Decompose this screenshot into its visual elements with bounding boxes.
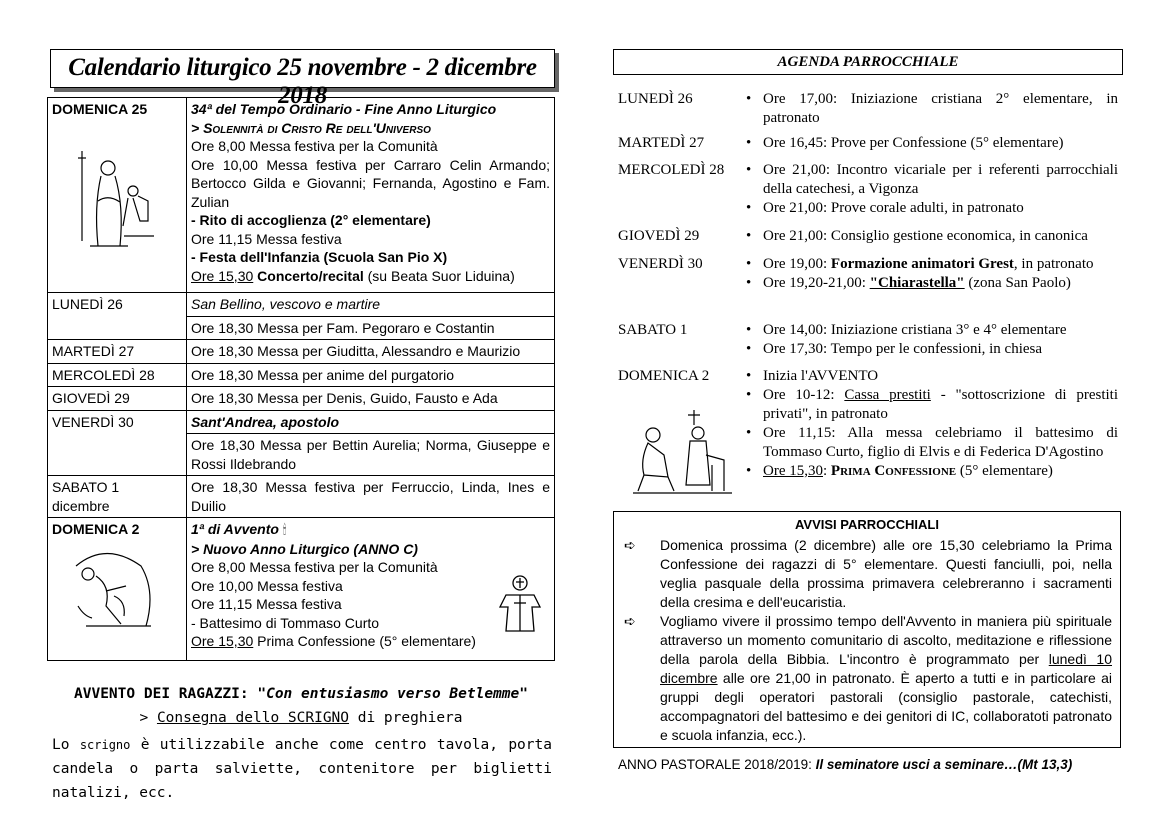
table-row [48, 363, 555, 387]
day-cell [48, 363, 187, 387]
mass-line: Ore 18,30 Messa per anime del purgatorio [187, 363, 555, 387]
day-cell [48, 476, 187, 518]
day-label: SABATO 1 [52, 479, 120, 495]
candle-icon: 🕯 [282, 522, 287, 537]
agenda-item [745, 255, 1118, 274]
arrow-prefix: > [139, 710, 157, 726]
text-part: alle ore 21,00 in patronato. È aperto a tutti e in particolare ai gruppi degli operatori pastorali (consiglio pastorale, catechisti, accompagnatori del battesimo e dei genitori di IC, collaboratoti patronato e scuola infanzia, ecc.). [660, 670, 1112, 743]
day-label: VENERDÌ 30 [52, 413, 134, 430]
notice-item [624, 612, 1112, 747]
arrow-right-icon: ➪ [624, 537, 636, 553]
notice-text: Domenica prossima (2 dicembre) alle ore 15,30 celebriamo la Prima Confessione dei ragazzi di 5° elementare. Questi fanciulli, poi, nella veglia pasquale della prossima primavera celebreranno i sacramenti della cresima e dell'eucaristia. [660, 537, 1112, 610]
new-year-title: > Nuovo Anno Liturgico (ANNO C) [191, 540, 418, 557]
time-label: Ore 15,30 [191, 267, 254, 284]
event-line: - Festa dell'Infanzia (Scuola San Pio X) [191, 249, 448, 265]
baptism-icon [496, 573, 544, 635]
mass-line: Ore 18,30 Messa festiva per Ferruccio, Linda, Ines e Duilio [187, 476, 555, 518]
table-row [48, 340, 555, 364]
advent-kids-line [47, 686, 555, 702]
mass-line: Ore 11,15 Messa festiva [191, 596, 342, 612]
agenda-item [745, 462, 1118, 481]
event-label: Prima Confessione (5° elementare) [257, 633, 476, 649]
advent-illustration [66, 546, 161, 636]
agenda-list [745, 227, 1118, 246]
agenda-list [745, 90, 1118, 128]
text-part: , in patronato [1013, 256, 1094, 272]
day-label: GIOVEDÌ 29 [52, 390, 130, 406]
mass-line: Ore 8,00 Messa festiva per la Comunità [191, 559, 438, 575]
day-cell [48, 518, 187, 661]
agenda-day: MERCOLEDÌ 28 [618, 162, 725, 178]
mass-line: Ore 10,00 Messa festiva per Carraro Celin Armando; Bertocco Gilda e Giovanni; Fernanda, Agostino e Fam. Zulian [191, 156, 550, 210]
advent-line [191, 520, 550, 540]
mass-line: Ore 18,30 Messa per Bettin Aurelia; Norma, Giuseppe e Rossi Ildebrando [191, 437, 550, 472]
agenda-day: LUNEDÌ 26 [618, 91, 693, 107]
arrow-right-icon: ➪ [624, 613, 636, 629]
text-part: Ore 19,20-21,00: [763, 275, 870, 291]
text-part: - "sottoscrizione di prestiti privati", in patronato [763, 387, 1119, 422]
agenda-row [618, 367, 1118, 507]
table-row [48, 476, 555, 518]
agenda-item: • Ore 17,30: Tempo per le confessioni, in chiesa [745, 340, 1118, 359]
agenda-list [745, 161, 1118, 218]
mass-line: Ore 10,00 Messa festiva [191, 577, 343, 594]
agenda-day: VENERDÌ 30 [618, 256, 703, 272]
agenda-list [745, 321, 1118, 359]
mass-line: Ore 18,30 Messa per Fam. Pegoraro e Costantin [191, 319, 495, 336]
concert-line [191, 267, 550, 286]
event-label: Prima Confessione [830, 463, 957, 479]
text-part: Vogliamo vivere il prossimo tempo dell'Avvento in maniera più spirituale attraverso un momento comunitario di ascolto, meditazione e riflessione della parola della Bibbia. L'incontro è programmato per [660, 613, 1112, 667]
day-content [187, 410, 555, 476]
agenda-day: MARTEDÌ 27 [618, 135, 705, 151]
day-content [187, 293, 555, 340]
event-label: "Chiarastella" [869, 275, 965, 291]
notices-box [613, 511, 1121, 748]
footer-motto: Il seminatore usci a seminare…(Mt 13,3) [815, 757, 1073, 772]
day-label: DOMENICA 25 [52, 101, 148, 117]
table-row [48, 98, 555, 293]
day-label: MARTEDÌ 27 [52, 343, 135, 359]
sunday-title: 34ª del Tempo Ordinario - Fine Anno Liturgico [191, 101, 497, 117]
mass-line: Ore 18,30 Messa per Denis, Guido, Fausto e Ada [187, 387, 555, 411]
scrigno-description [52, 733, 552, 805]
agenda-day: GIOVEDÌ 29 [618, 228, 700, 244]
advent-kids-quote: "Con entusiasmo verso Betlemme" [257, 686, 528, 702]
agenda-header [613, 49, 1123, 75]
table-row [48, 410, 555, 476]
mass-line: Ore 11,15 Messa festiva [191, 230, 342, 247]
agenda-item: • Ore 17,00: Iniziazione cristiana 2° elementare, in patronato [745, 90, 1118, 128]
text-part: : [823, 463, 831, 479]
notice-item [624, 536, 1112, 612]
agenda-item: • Inizia l'AVVENTO [745, 367, 1118, 386]
event-label: Cassa prestiti [844, 387, 931, 403]
agenda-item: • Ore 21,00: Incontro vicariale per i referenti parrocchiali della catechesi, a Vigonza [745, 161, 1118, 199]
event-line: - Battesimo di Tommaso Curto [191, 614, 380, 631]
day-content [187, 98, 555, 293]
table-row [48, 518, 555, 661]
day-content [187, 518, 555, 661]
agenda-item: • Ore 21,00: Consiglio gestione economica, in canonica [745, 227, 1118, 246]
page-title: Calendario liturgico 25 novembre - 2 dicembre 2018 [68, 54, 537, 109]
agenda-day: DOMENICA 2 [618, 368, 710, 384]
day-label: LUNEDÌ 26 [52, 296, 123, 312]
day-cell [48, 293, 187, 340]
agenda-item: • Ore 11,15: Alla messa celebriamo il battesimo di Tommaso Curto, figlio di Elvis e di Federica D'Agostino [745, 424, 1118, 462]
event-note: (su Beata Suor Liduina) [367, 267, 515, 284]
advent-kids-label: AVVENTO DEI RAGAZZI: [74, 686, 249, 702]
table-row [48, 387, 555, 411]
text-part: Ore 19,00: [763, 256, 831, 272]
scrigno-word: scrigno [79, 738, 131, 752]
solemnity-title: > Solennità di Cristo Re dell'Universo [191, 119, 431, 136]
event-line: - Rito di accoglienza (2° elementare) [191, 212, 431, 228]
agenda-item [745, 386, 1118, 424]
agenda-list [745, 134, 1118, 153]
mass-line: Ore 18,30 Messa per Giuditta, Alessandro e Maurizio [187, 340, 555, 364]
day-label: DOMENICA 2 [52, 521, 140, 537]
day-cell [48, 387, 187, 411]
agenda-list [745, 367, 1118, 481]
scrigno-label: Consegna dello SCRIGNO [156, 710, 350, 726]
saint-line: Sant'Andrea, apostolo [187, 411, 554, 435]
day-month: dicembre [52, 497, 110, 514]
footer [618, 757, 1118, 772]
advent-title: 1ª di Avvento [191, 521, 279, 537]
text-part: (5° elementare) [956, 463, 1053, 479]
mass-line: Ore 8,00 Messa festiva per la Comunità [191, 138, 438, 154]
saint-line: San Bellino, vescovo e martire [187, 293, 554, 317]
footer-label: ANNO PASTORALE 2018/2019: [618, 757, 816, 772]
time-label: Ore 15,30 [191, 633, 254, 649]
agenda-item: • Ore 14,00: Iniziazione cristiana 3° e 4° elementare [745, 321, 1118, 340]
time-label: Ore 15,30 [763, 463, 823, 479]
agenda-item [745, 274, 1118, 293]
notices-title: AVVISI PARROCCHIALI [795, 517, 939, 532]
day-cell [48, 340, 187, 364]
text-part: è utilizzabile anche come centro tavola, porta candela o parta salviette, contenitore per biglietti natalizi, ecc. [52, 737, 552, 801]
liturgical-calendar-table [47, 97, 555, 661]
text-part: (zona San Paolo) [964, 275, 1071, 291]
agenda-title: AGENDA PARROCCHIALE [777, 54, 959, 70]
date-label: lunedì 10 dicembre [660, 651, 1112, 686]
agenda-item: • Ore 21,00: Prove corale adulti, in patronato [745, 199, 1118, 218]
event-label: Formazione animatori Grest [830, 256, 1014, 272]
day-label: MERCOLEDÌ 28 [52, 366, 155, 383]
text-part: Ore 10-12: [763, 387, 845, 403]
scrigno-suffix: di preghiera [349, 710, 463, 726]
text-part: Lo [52, 737, 80, 753]
confession-illustration [628, 405, 736, 495]
table-row [48, 293, 555, 340]
scrigno-line [47, 710, 555, 726]
christ-king-illustration [68, 146, 160, 251]
event-label: Concerto/recital [257, 267, 364, 284]
agenda-day: SABATO 1 [618, 322, 688, 338]
day-cell [48, 98, 187, 293]
notice-text [660, 612, 1112, 745]
agenda-item: • Ore 16,45: Prove per Confessione (5° elementare) [745, 134, 1118, 153]
agenda-list [745, 255, 1118, 293]
day-cell [48, 410, 187, 476]
